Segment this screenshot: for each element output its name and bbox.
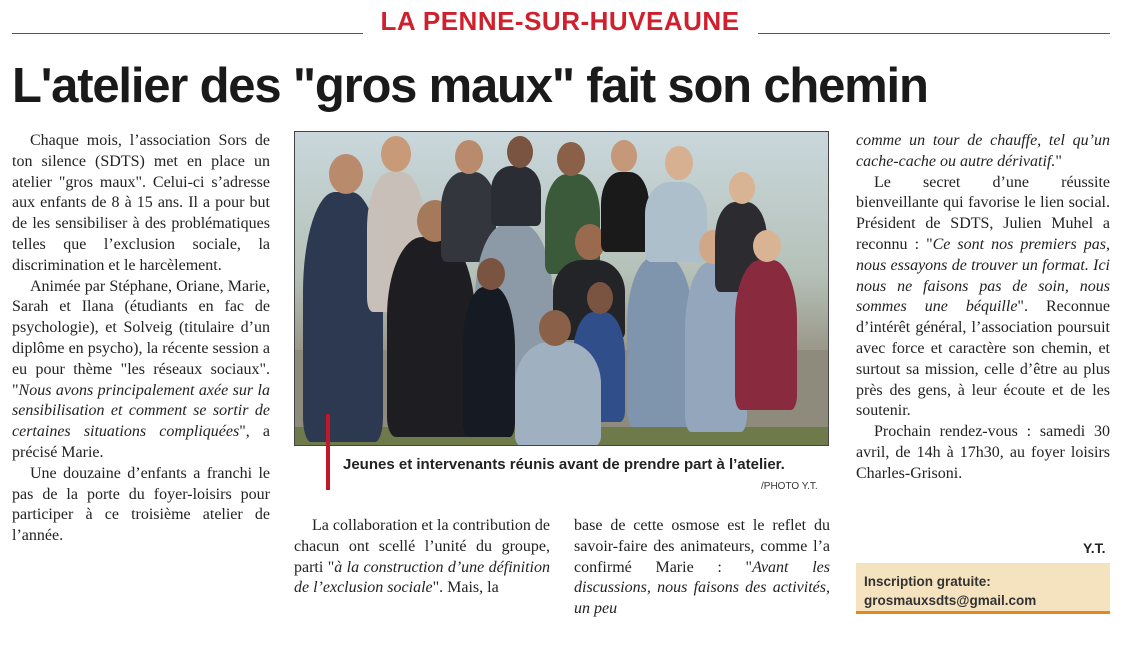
- paragraph-next-meeting: Prochain rendez-vous : samedi 30 avril, de 14h à 17h30, au foyer loisirs Charles-Grisoni.: [856, 423, 1110, 482]
- quote-construction: à la construction d’une définition de l’exclusion sociale: [294, 558, 550, 597]
- article-column-1: [12, 131, 270, 547]
- info-box: [856, 563, 1110, 614]
- paragraph-collaboration: La collaboration et la contribution de chacun ont scellé l’unité du groupe, parti "à la construction d’une définition de l’exclusion sociale". Mais, la: [294, 517, 550, 597]
- caption-accent-bar: [326, 414, 330, 490]
- author-signature: Y.T.: [1083, 540, 1106, 556]
- kicker-rule-left: [12, 33, 363, 34]
- article-column-3: [574, 516, 830, 620]
- paragraph-secret: Le secret d’une réussite bienveillante qui favorise le lien social. Président de SDTS, Julien Muhel a reconnu : "Ce sont nos premiers pas, nous essayons de trouver un format. Ici nous ne faisons pas de soin, nous sommes une béquille". Reconnue d’intérêt général, l’association poursuit avec force et caractère son chemin, et surtout sa mission, celle d’être au plus près des gens, à leur écoute et de les soutenir.: [856, 173, 1110, 420]
- paragraph-children: Une douzaine d’enfants a franchi le pas de la porte du foyer-loisirs pour participer à ce troisième atelier de l’année.: [12, 464, 270, 545]
- photo-credit: /PHOTO Y.T.: [761, 481, 818, 492]
- info-box-email[interactable]: grosmauxsdts@gmail.com: [864, 593, 1037, 608]
- quote-chauffe: comme un tour de chauffe, tel qu’un cache-cache ou autre dérivatif.: [856, 132, 1110, 170]
- quote-marie: Nous avons principalement axée sur la sensibilisation et comment se sortir de certaines situations compliquées: [12, 381, 270, 441]
- article-headline: L'atelier des "gros maux" fait son chemin: [12, 59, 928, 113]
- article-column-4: [856, 131, 1110, 485]
- section-kicker: LA PENNE-SUR-HUVEAUNE: [380, 6, 740, 36]
- paragraph-chauffe: comme un tour de chauffe, tel qu’un cache-cache ou autre dérivatif.": [856, 132, 1110, 170]
- quote-activities: Avant les discussions, nous faisons des activités, un peu: [574, 558, 830, 618]
- paragraph-session: Animée par Stéphane, Oriane, Marie, Sarah et Ilana (étudiants en fac de psychologie), et Solveig (titulaire d’un diplôme en psycho), la récente session a eu pour thème "les réseaux sociaux". "Nous avons principalement axée sur la sensibilisation et comment se sortir de certaines situations compliquées", a précisé Marie.: [12, 277, 271, 461]
- kicker-rule-right: [758, 33, 1110, 34]
- group-photo: [294, 131, 829, 446]
- paragraph-osmose: base de cette osmose est le reflet du savoir-faire des animateurs, comme l’a confirmé Marie : "Avant les discussions, nous faisons des activités, un peu: [574, 517, 830, 618]
- paragraph-intro: Chaque mois, l’association Sors de ton silence (SDTS) met en place un atelier "gros maux". Celui-ci s’adresse aux enfants de 8 à 15 ans. Il a pour but de les sensibiliser à des problématiques telles que l’exclusion sociale, la discrimination et le harcèlement.: [12, 132, 270, 274]
- info-box-title: Inscription gratuite:: [864, 574, 991, 589]
- quote-president: Ce sont nos premiers pas, nous essayons de trouver un format. Ici nous ne faisons pas de soin, nous sommes une béquille: [856, 235, 1110, 316]
- photo-caption: Jeunes et intervenants réunis avant de prendre part à l’atelier.: [343, 456, 785, 473]
- article-column-2: [294, 516, 550, 599]
